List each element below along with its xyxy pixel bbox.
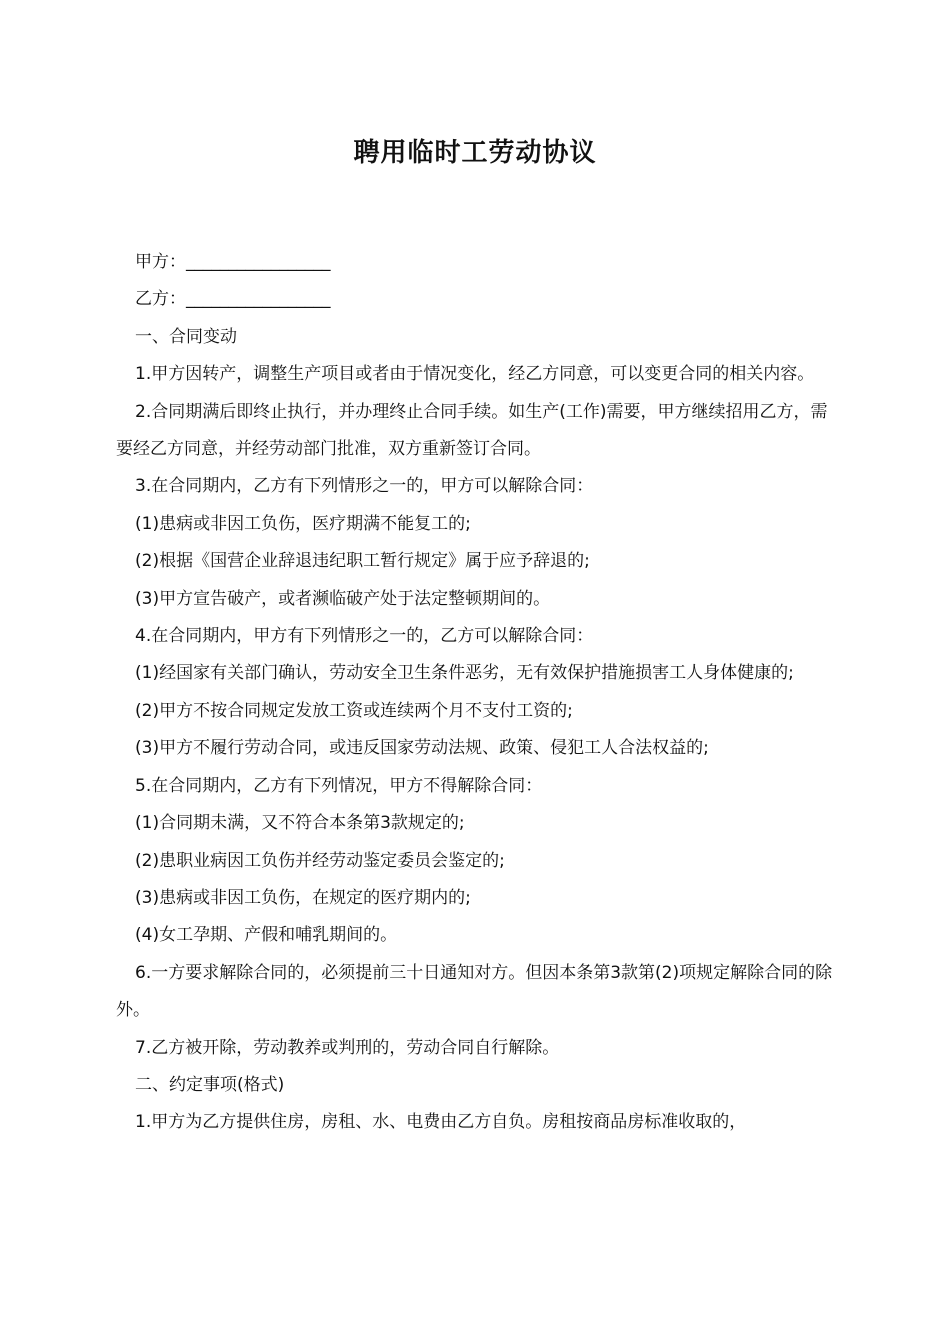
clause-paragraph: 1.甲方为乙方提供住房，房租、水、电费由乙方自负。房租按商品房标准收取的， (135, 1112, 747, 1133)
sub-item: (4)女工孕期、产假和哺乳期间的。 (135, 925, 398, 946)
clause-paragraph: 4.在合同期内，甲方有下列情形之一的，乙方可以解除合同： (135, 626, 594, 647)
party-a-label: 甲方： (135, 252, 186, 272)
section-heading: 一、合同变动 (135, 326, 237, 347)
party-b-label: 乙方： (135, 289, 186, 310)
clause-paragraph: 2.合同期满后即终止执行，并办理终止合同手续。如生产(工作)需要，甲方继续招用乙方，需要经乙方同意，并经劳动部门批准，双方重新签订合同。 (116, 401, 828, 460)
clause-paragraph: 5.在合同期内，乙方有下列情况，甲方不得解除合同： (135, 775, 543, 796)
party-b-line (116, 281, 838, 318)
clause-paragraph: 6.一方要求解除合同的，必须提前三十日通知对方。但因本条第3款第(2)项规定解除合同的除外。 (116, 962, 833, 1021)
sub-item: (2)患职业病因工负伤并经劳动鉴定委员会鉴定的; (135, 850, 505, 871)
sub-item: (3)甲方不履行劳动合同，或违反国家劳动法规、政策、侵犯工人合法权益的; (135, 738, 709, 759)
party-b-blank: _________________ (186, 289, 331, 310)
sub-item: (2)根据《国营企业辞退违纪职工暂行规定》属于应予辞退的; (135, 551, 590, 572)
clause-paragraph: 7.乙方被开除，劳动教养或判刑的，劳动合同自行解除。 (135, 1037, 560, 1058)
clause-paragraph: 3.在合同期内，乙方有下列情形之一的，甲方可以解除合同： (135, 476, 594, 497)
sub-item: (1)经国家有关部门确认，劳动安全卫生条件恶劣，无有效保护措施损害工人身体健康的; (135, 663, 794, 684)
sub-item: (1)合同期未满，又不符合本条第3款规定的; (135, 813, 465, 834)
party-a-blank: _________________ (186, 252, 331, 272)
sub-item: (3)甲方宣告破产，或者濒临破产处于法定整顿期间的。 (135, 588, 551, 609)
party-a-line (116, 244, 838, 281)
clause-paragraph: 1.甲方因转产，调整生产项目或者由于情况变化，经乙方同意，可以变更合同的相关内容。 (135, 364, 815, 385)
sub-item: (2)甲方不按合同规定发放工资或连续两个月不支付工资的; (135, 700, 573, 721)
document-body (116, 244, 838, 1142)
section-heading: 二、约定事项(格式) (135, 1074, 285, 1095)
sub-item: (3)患病或非因工负伤，在规定的医疗期内的; (135, 887, 471, 908)
sub-item: (1)患病或非因工负伤，医疗期满不能复工的; (135, 513, 471, 534)
document-title: 聘用临时工劳动协议 (353, 138, 597, 168)
